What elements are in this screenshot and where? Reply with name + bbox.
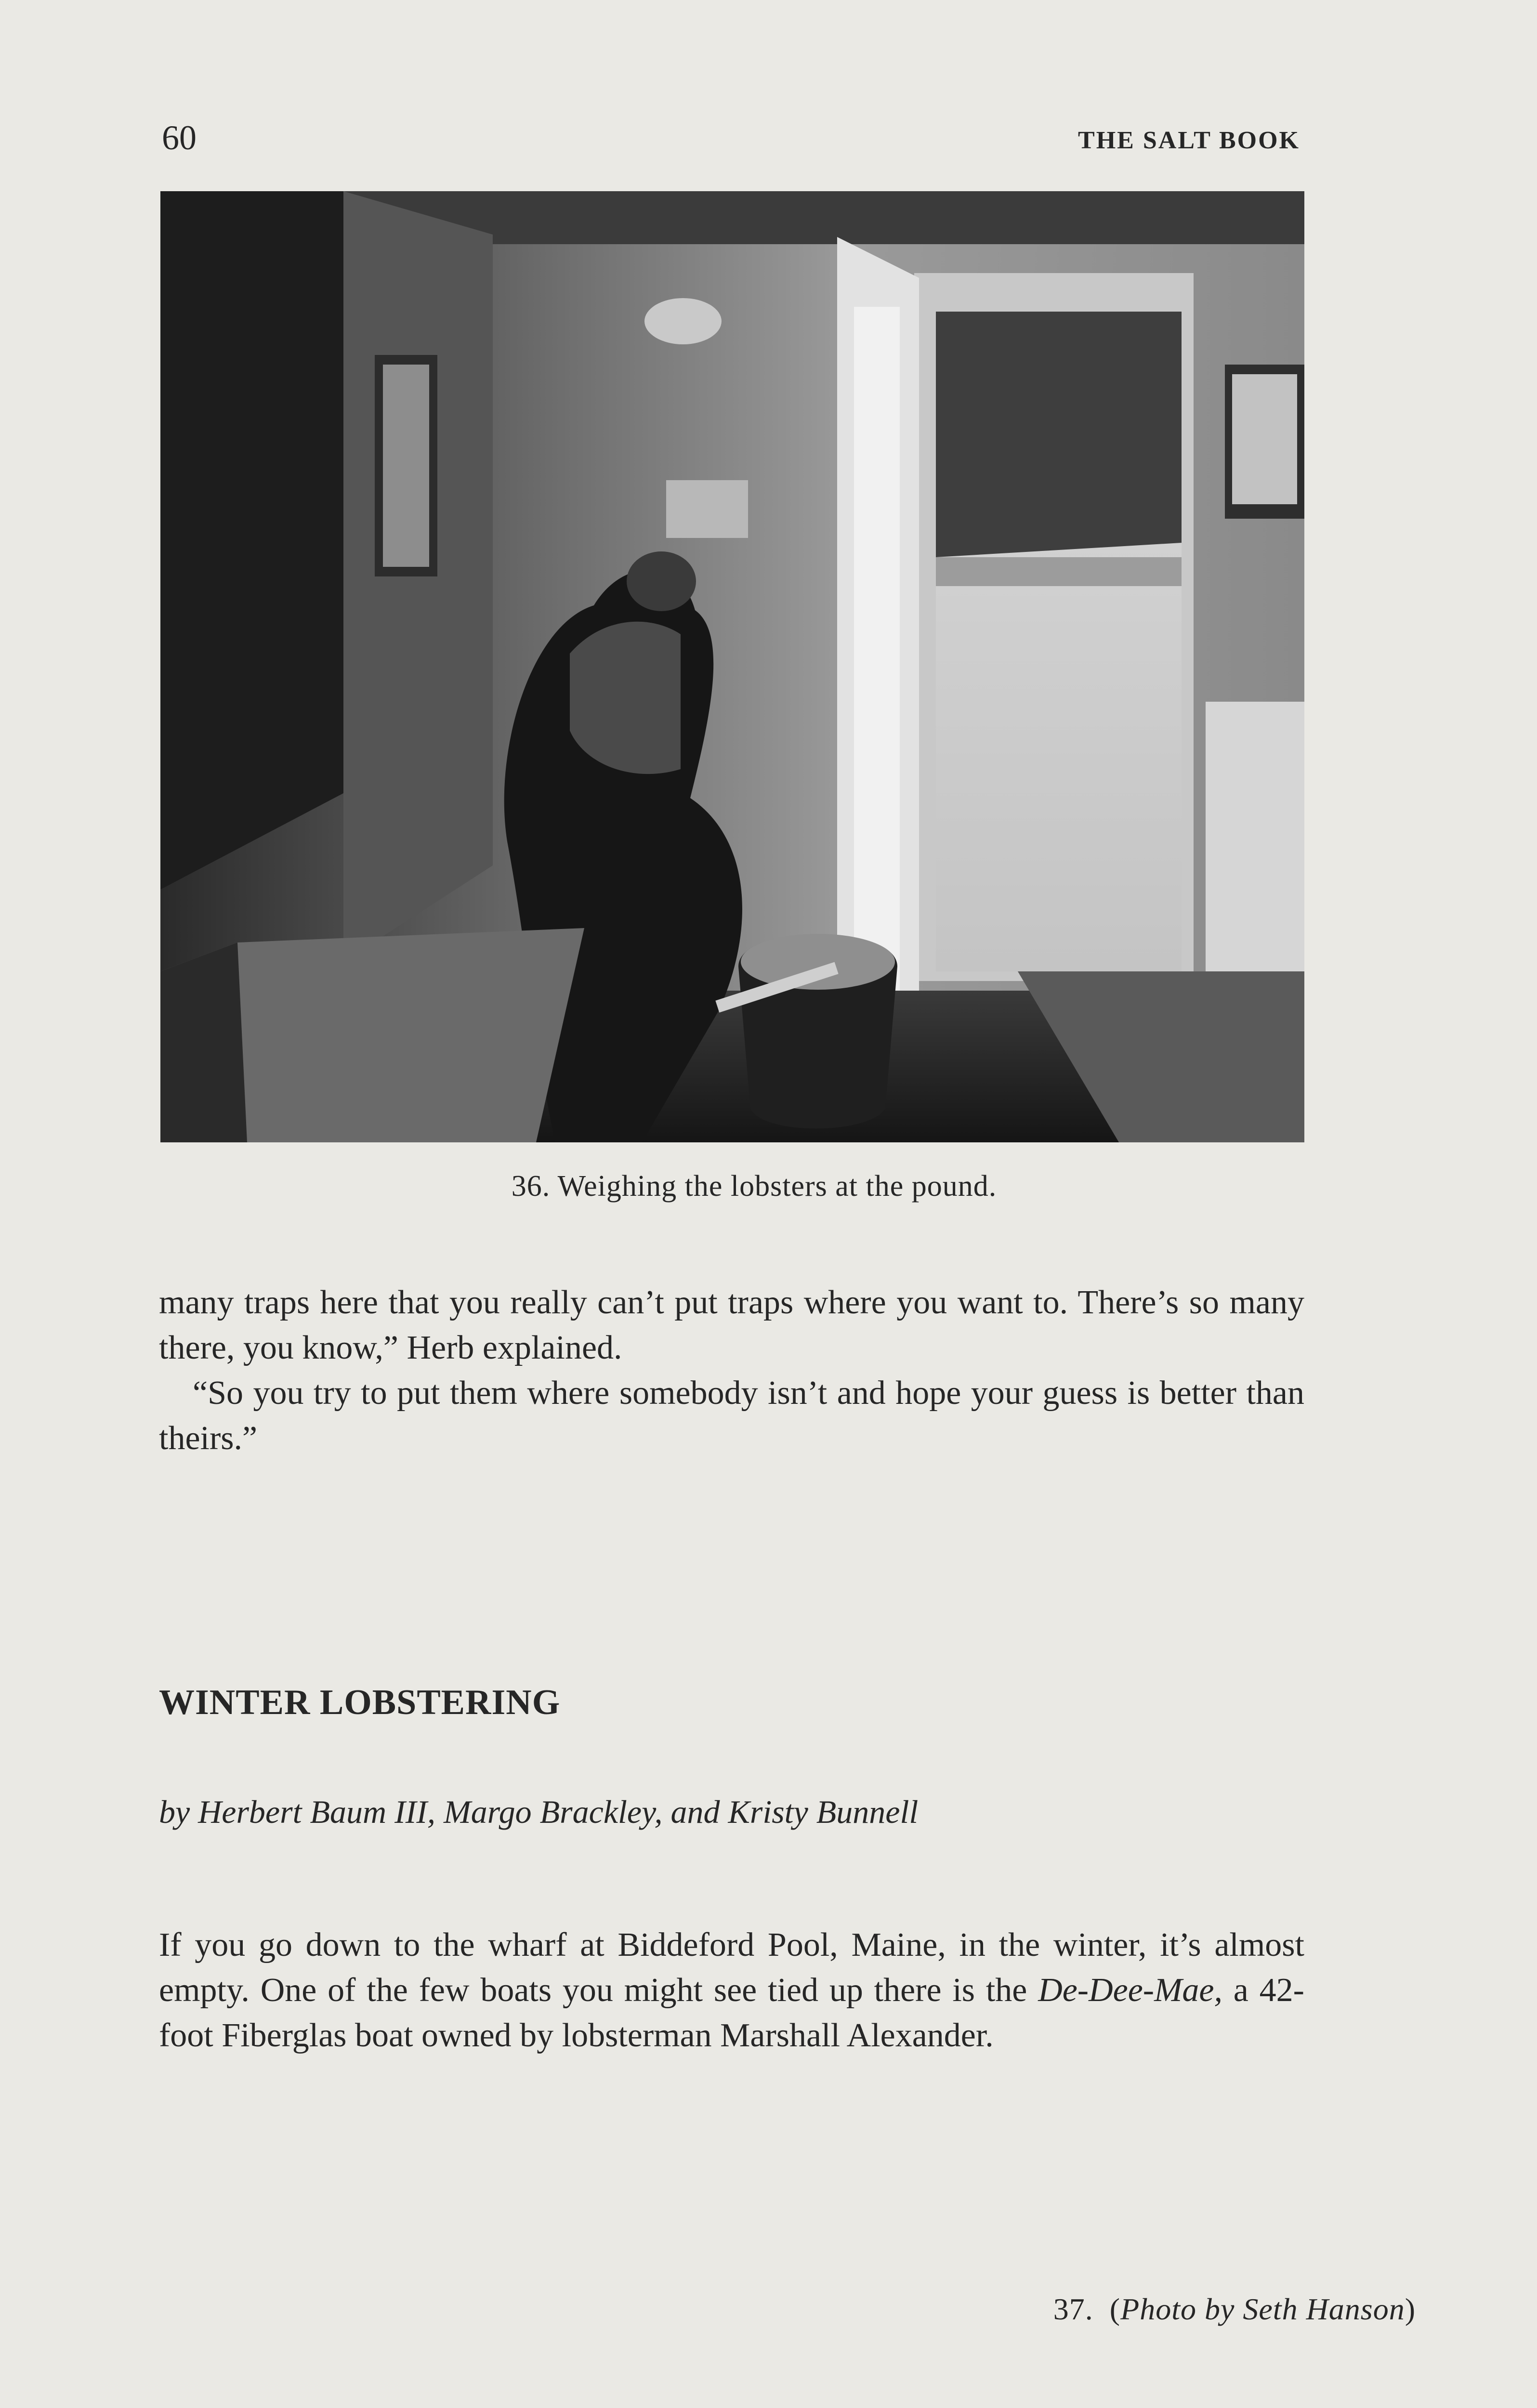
photo-credit-close-paren: ) [1405, 2292, 1416, 2326]
boat-name: De-Dee-Mae, [1038, 1972, 1222, 2009]
figure-caption [0, 1171, 1537, 1201]
photo-credit-text: Photo by Seth Hanson [1120, 2292, 1405, 2326]
photo-credit-open-paren: ( [1109, 2292, 1121, 2326]
section-heading: WINTER LOBSTERING [159, 1683, 561, 1722]
running-title: THE SALT BOOK [1078, 127, 1300, 154]
photo-credit-number: 37. [1053, 2292, 1093, 2326]
photo-illustration [160, 191, 1304, 1142]
photo-credit [1053, 2294, 1416, 2325]
body-paragraph-3 [159, 1923, 1304, 2058]
paragraph-3-part-2: a 42-foot Fiberglas boat owned by lobsterman Marshall Alexander. [159, 1972, 1304, 2054]
body-paragraph-2: “So you try to put them where somebody isn’t and hope your guess is better than theirs.” [159, 1374, 1304, 1457]
page-number: 60 [162, 118, 197, 157]
lobster-pound-photo [160, 191, 1304, 1142]
byline: by Herbert Baum III, Margo Brackley, and Kristy Bunnell [159, 1793, 919, 1830]
figure-caption-text: 36. Weighing the lobsters at the pound. [511, 1170, 997, 1203]
body-paragraph-1: many traps here that you really can’t put traps where you want to. There’s so many there, you know,” Herb explained. [159, 1284, 1304, 1366]
paragraph-3-part-1: If you go down to the wharf at Biddeford Pool, Maine, in the winter, it’s almost empty. One of the few boats you might see tied up there is the [159, 1926, 1304, 2009]
